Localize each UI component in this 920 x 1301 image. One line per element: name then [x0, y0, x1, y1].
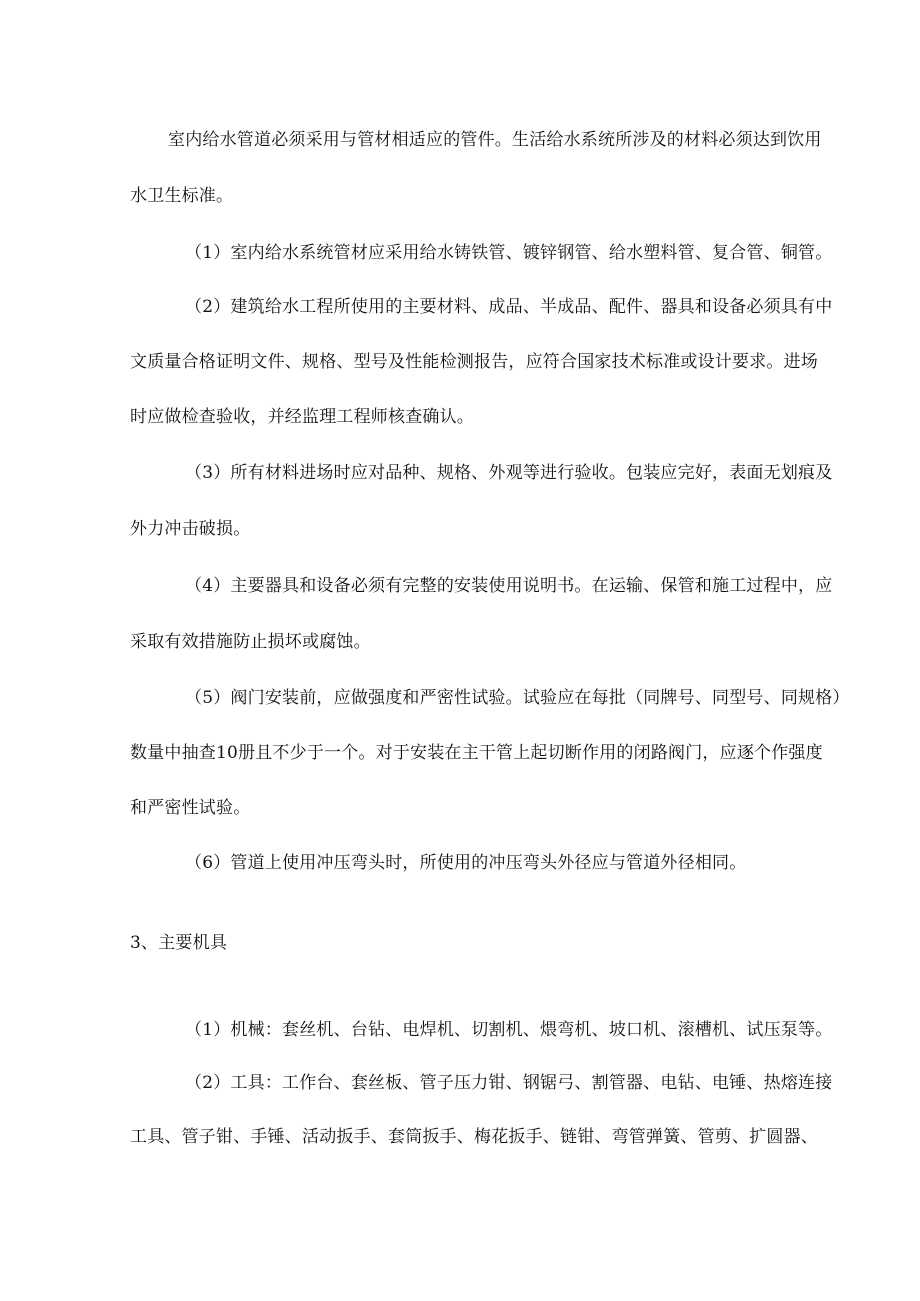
item-3-line-1: （3）所有材料进场时应对品种、规格、外观等进行验收。包装应完好，表面无划痕及 [185, 463, 833, 483]
tools-item-2-line-2: 工具、管子钳、手锤、活动扳手、套筒扳手、梅花扳手、链钳、弯管弹簧、管剪、扩圆器、 [130, 1127, 818, 1147]
section-3-heading: 3、主要机具 [130, 933, 228, 953]
item-1-line-1: （1）室内给水系统管材应采用给水铸铁管、镀锌钢管、给水塑料管、复合管、铜管。 [185, 243, 833, 263]
intro-line-1: 室内给水管道必须采用与管材相适应的管件。生活给水系统所涉及的材料必须达到饮用 [168, 130, 822, 150]
item-3-line-2: 外力冲击破损。 [130, 519, 251, 539]
item-4-line-1: （4）主要器具和设备必须有完整的安装使用说明书。在运输、保管和施工过程中，应 [185, 576, 833, 596]
item-6-line-1: （6）管道上使用冲压弯头时，所使用的冲压弯头外径应与管道外径相同。 [185, 853, 747, 873]
item-2-line-2: 文质量合格证明文件、规格、型号及性能检测报告，应符合国家技术标准或设计要求。进场 [130, 352, 818, 372]
item-2-line-3: 时应做检查验收，并经监理工程师核查确认。 [130, 407, 474, 427]
item-4-line-2: 采取有效措施防止损坏或腐蚀。 [130, 632, 371, 652]
item-5-line-1: （5）阀门安装前，应做强度和严密性试验。试验应在每批（同牌号、同型号、同规格） [185, 688, 850, 708]
item-2-line-1: （2）建筑给水工程所使用的主要材料、成品、半成品、配件、器具和设备必须具有中 [185, 297, 833, 317]
tools-item-2-line-1: （2）工具：工作台、套丝板、管子压力钳、钢锯弓、割管器、电钻、电锤、热熔连接 [185, 1073, 833, 1093]
item-5-line-2: 数量中抽查10册且不少于一个。对于安装在主干管上起切断作用的闭路阀门，应逐个作强度 [130, 743, 823, 763]
intro-line-2: 水卫生标准。 [130, 186, 234, 206]
tools-item-1-line-1: （1）机械：套丝机、台钻、电焊机、切割机、煨弯机、坡口机、滚槽机、试压泵等。 [185, 1020, 833, 1040]
item-5-line-3: 和严密性试验。 [130, 798, 251, 818]
